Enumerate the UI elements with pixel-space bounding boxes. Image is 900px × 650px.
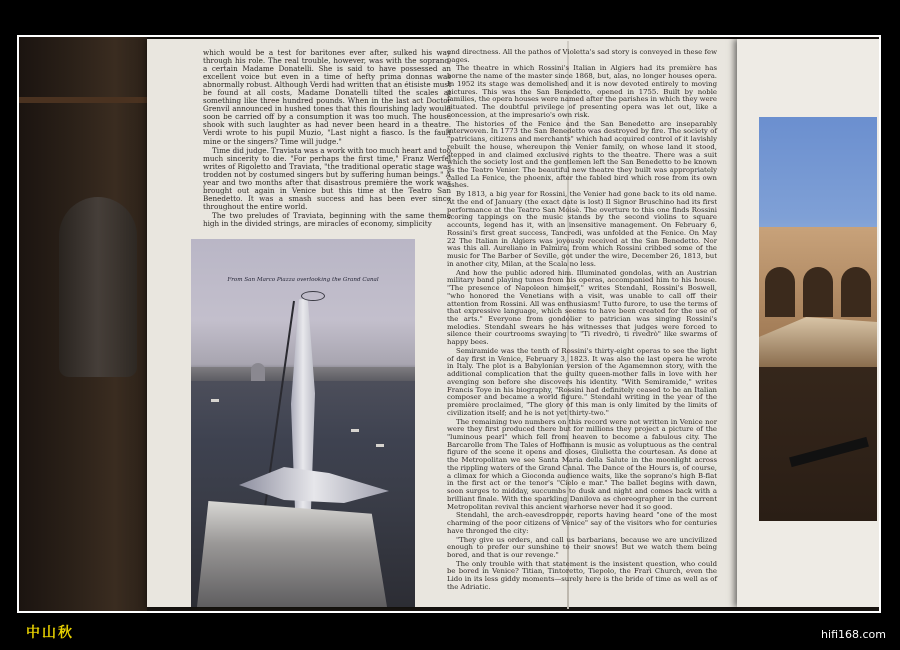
photo-caption: From San Marco Piazza overlooking the Grand Canal [227, 277, 379, 283]
paragraph: Time did judge. Traviata was a work with too much heart and too much sincerity to die. "For perhaps the first time," Franz Werfel writes of Rigoletto and Traviata, "the traditional operatic stage was trodden not by costumed singers but by suffering human beings." A year and two months after that disastrous première the work was brought out again in Venice but this time at the Teatro San Benedetto. It was a smash success and has been ever since throughout the entire world. [203, 145, 451, 211]
rialto-arch [765, 267, 795, 317]
paragraph: and directness. All the pathos of Violetta's sad story is conveyed in these few pages. [447, 48, 717, 64]
statue-halo [301, 291, 325, 301]
background-room [19, 37, 147, 613]
paragraph: The histories of the Fenice and the San Benedetto are inseparably interwoven. In 1773 the San Benedetto was destroyed by fire. The society of "patricians, citizens and merchants" which had acquired control of it lavishly rebuilt the house, whereupon the Venier family, on whose land it stood, stepped in and claimed exclusive rights to the theatre. There was a suit which the society lost and the gentlemen left the San Benedetto to be known as the Teatro Venier. The beautiful new theatre they built was appropriately called La Fenice, the phoenix, after the fabled bird which rose from its own ashes. [447, 119, 717, 190]
lampshade [59, 197, 137, 377]
booklet-page [147, 39, 739, 607]
left-text-column [203, 49, 451, 229]
photo-boat [351, 429, 359, 432]
right-text-column [447, 49, 717, 593]
paragraph: which would be a test for baritones ever after, sulked his way through his role. The real trouble, however, was with the soprano, a certain Madame Donatelli. She is said to have possessed an excellent voice but even in a time of hefty prima donnas was abnormally robust. Although Verdi had written that an étisiste must be found at all costs, Madame Donatelli tilted the scales at something like three hundred pounds. When in the last act Doctor Grenvil announced in hushed tones that this flourishing lady would soon be carried off by a consumption it was too much. The house shook with such laughter as had never been heard in a theatre. Verdi wrote to his pupil Muzio, "Last night a fiasco. Is the fault mine or the singers? Time will judge." [203, 48, 451, 146]
photo-boat [376, 444, 384, 447]
paragraph: The remaining two numbers on this record were not written in Venice nor were they first produced there but for millions they project a picture of the "luminous pearl" which fell from heaven to become a fabulous city. The Barcarolle from The Tales of Hoffmann is music as voluptuous as the central figure of the scene it opens and closes, Giulietta the courtesan. As done at the Metropolitan we see Santa Maria della Salute in the moonlight across the rippling waters of the Grand Canal. The Dance of the Hours is, of course, a climax for which a Gioconda audience waits, like the soprano's high B-flat in the first act or the tenor's "Cielo e mar." The ballet begins with dawn, soon surges to midday, succumbs to dusk and night and comes back with a brilliant finale. With the sparkling Danilova as choreographer in the current Metropolitan revival this ancient warhorse never had it so good. [447, 417, 717, 511]
paragraph: And how the public adored him. Illuminated gondolas, with an Austrian military band playing tunes from his operas, accompanied him to his house. "The presence of Napoleon himself," writes Stendahl, Rossini's Boswell, "who honored the Venetians with a visit, was unable to call off their attention from Rossini. All was enthusiasm! Tutto furore, to use the terms of that expressive language, which seems to have been created for the use of the arts." Everyone from gondolier to patrician was singing Rossini's melodies. Stendahl swears he has witnesses that judges were forced to silence their courtrooms swaying to "Ti rivedrò, ti rivedrò" like swarms of happy bees. [447, 268, 717, 347]
gondola [789, 437, 869, 467]
watermark-logo-text: 中山秋 [26, 625, 74, 641]
paragraph: "They give us orders, and call us barbarians, because we are uncivilized enough to prefer our sunshine to their snows! But we watch them being bored, and that is our revenge." [447, 535, 717, 559]
paragraph: Semiramide was the tenth of Rossini's thirty-eight operas to see the light of day first in Venice, February 3, 1823. It was also the last opera he wrote in Italy. The plot is a Babylonian version of the Agamemnon story, with the additional complication that the guilty queen-mother falls in love with her avenging son before she discovers his identity. "With Semiramide," writes Francis Toye in his biography, "Rossini had definitely ceased to be an Italian composer and became a world figure." Stendahl writing in the year of the première proclaimed, "The glory of this man is only limited by the limits of civilization itself; and he is not yet thirty-two." [447, 346, 717, 417]
paragraph: The two preludes of Traviata, beginning with the same theme high in the divided strings, are miracles of economy, simplicity [203, 210, 451, 228]
paragraph: By 1813, a big year for Rossini, the Venier had gone back to its old name. At the end of January (the exact date is lost) Il Signor Bruschino had its first performance at the Teatro San Moisè. The overture to this one finds Rossini scoring tappings on the music stands by the second violins to square accounts, legend has it, with an insensitive management. On February 6, Rossini's first great success, Tancredi, was unfolded at the Fenice. On May 22 The Italian in Algiers was joyously received at the San Benedetto. Nor was this all. Aureliano in Palmira, from which Rossini cribbed some of the music for The Barber of Seville, got under the wire, December 26, 1813, but in another city, Milan, at the Scala no less. [447, 190, 717, 268]
photo-frame [17, 35, 881, 613]
paragraph: The only trouble with that statement is the insistent question, who could be bored in Venice? Titian, Tintoretto, Tiepolo, the Frari Church, even the Lido in its less giddy moments—surely here is the bride of time as well as of the Adriatic. [447, 559, 717, 591]
photo-boat [211, 399, 219, 402]
venice-photo [191, 239, 415, 607]
adjacent-page [737, 39, 879, 607]
rialto-photo [759, 117, 877, 521]
rialto-arch [803, 267, 833, 317]
paragraph: The theatre in which Rossini's Italian in Algiers had its première has borne the name of the master since 1868, but, alas, no longer houses opera. In 1952 its stage was demolished and it is now devoted entirely to moving pictures. This was the San Benedetto, opened in 1755. Built by noble families, the opera houses were named after the parishes in which they were situated. The doubtful privilege of presenting opera was let out, like a concession, at the impresario's own risk. [447, 64, 717, 119]
statue-dragon [239, 449, 389, 509]
shelf [19, 97, 147, 103]
rialto-arch [841, 267, 871, 317]
watermark-site: hifi168.com [821, 628, 886, 641]
photo-dome [251, 363, 265, 381]
column-capital [197, 501, 387, 607]
paragraph: Stendahl, the arch-eavesdropper, reports having heard "one of the most charming of the poor citizens of Venice" say of the visitors who for centuries have thronged the city: [447, 511, 717, 535]
